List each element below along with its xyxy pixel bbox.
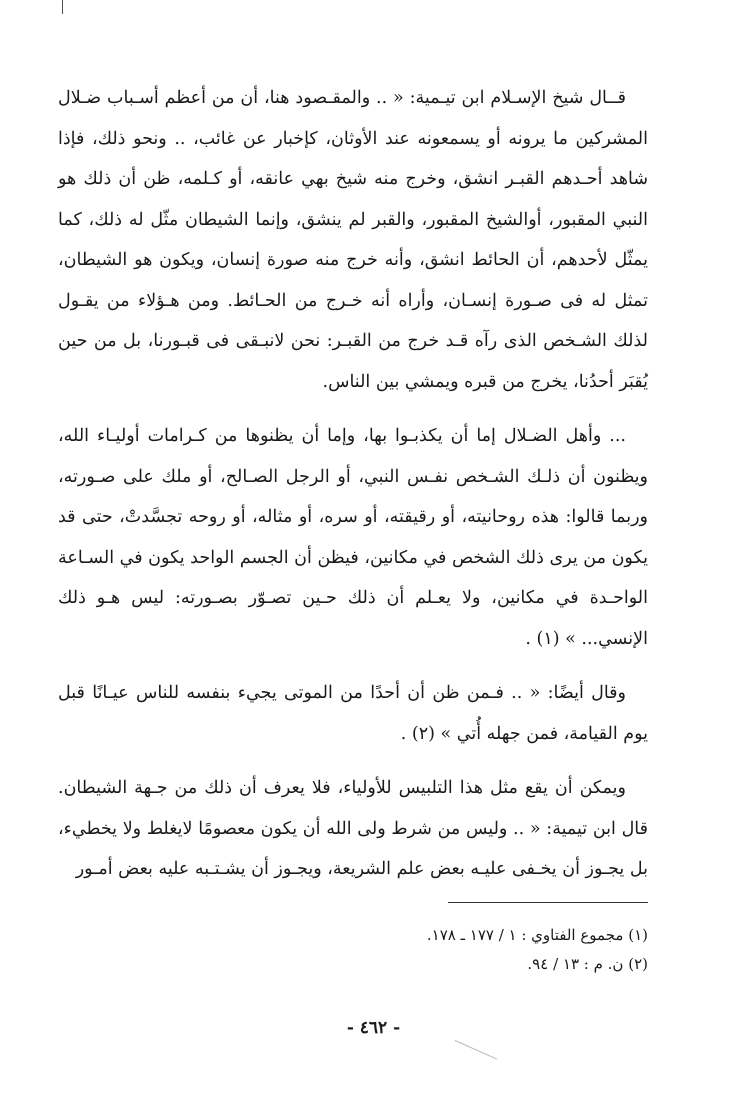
scan-edge-mark xyxy=(62,0,63,14)
paragraph-3: وقال أيضًا: « .. فـمن ظن أن أحدًا من الموتى يجيء بنفسه للناس عيـانًا قبل يوم القيامة، فمن جهله أُتي » (٢) . xyxy=(58,683,648,744)
paragraph-4: ويمكن أن يقع مثل هذا التلبيس للأولياء، فلا يعرف أن ذلك من جـهة الشيطان. قال ابن تيمية: « .. وليس من شرط ولى الله أن يكون معصومًا لايغلط ولا يخطيء، بل يجـوز أن يخـفى عليـه بعض علم الشريعة، ويجـوز أن يشـتـبه عليه بعض أمـور xyxy=(58,778,648,879)
scan-streak xyxy=(455,1040,497,1060)
page-body xyxy=(58,78,648,890)
footnote-1: (١) مجموع الفتاوي : ١ / ١٧٧ ـ ١٧٨. xyxy=(426,926,648,944)
footnotes xyxy=(58,921,648,979)
footnote-2: (٢) ن. م : ١٣ / ٩٤. xyxy=(527,955,648,973)
footnote-divider xyxy=(448,902,648,903)
paragraph-1: قــال شيخ الإسـلام ابن تيـمية: « .. والمقـصود هنا، أن من أعظم أسـباب ضـلال المشركين ما يرونه أو يسمعونه عند الأوثان، كإخبار عن غائب، .. ونحو ذلك، فإذا شاهد أحـدهم القبـر انشق، وخرج منه شيخ بهي عانقه، أو كـلمه، ظن أن ذلك هو النبي المقبور، أوالشيخ المقبور، والقبر لم ينشق، وإنما الشيطان مثّل له ذلك، كما يمثّل لأحدهم، أن الحائط انشق، وأنه خرج منه صورة إنسان، ويكون هو الشيطان، تمثل له فى صـورة إنسـان، وأراه أنه خـرج من الحـائط. ومن هـؤلاء من يقـول لذلك الشـخص الذى رآه قـد خرج من القبـر: نحن لانبـقى فى قبـورنا، بل من حين يُقبَر أحدُنا، يخرج من قبره ويمشي بين الناس. xyxy=(58,88,648,392)
paragraph-2: ... وأهل الضـلال إما أن يكذبـوا بها، وإما أن يظنوها من كـرامات أوليـاء الله، ويظنون أن ذلـك الشـخص نفـس النبي، أو الرجل الصـالح، أو ملك على صـورته، وربما قالوا: هذه روحانيته، أو رقيقته، أو سره، أو مثاله، أو روحه تجسَّدتْ، حتى قد يكون من يرى ذلك الشخص في مكانين، فيظن أن الجسم الواحد يكون في السـاعة الواحـدة في مكانين، ولا يعـلم أن ذلك حـين تصـوّر بصـورته: ليس هـو ذلك الإنسي... » (١) . xyxy=(58,426,648,649)
page-number: - ٤٦٢ - xyxy=(346,1018,401,1038)
